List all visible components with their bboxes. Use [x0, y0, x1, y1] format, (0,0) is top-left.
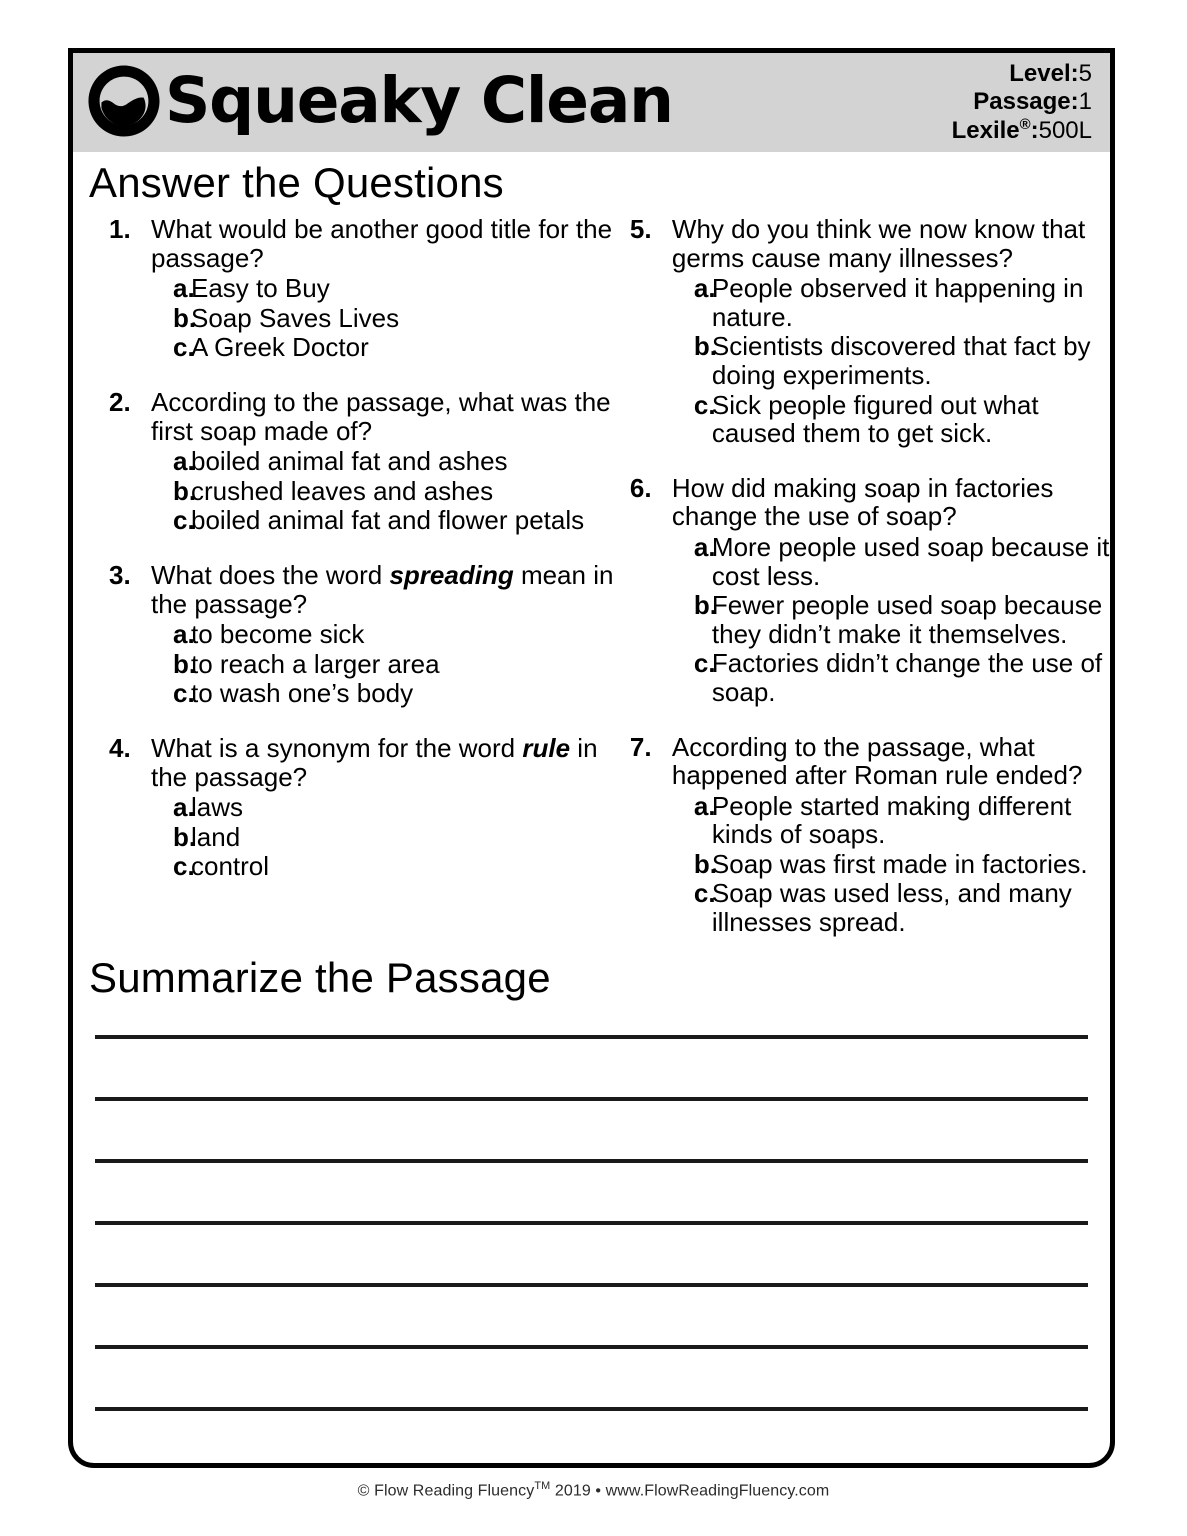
answer-choice[interactable] — [151, 679, 614, 708]
choice-text: Soap was first made in factories. — [711, 848, 1088, 879]
answer-choices — [151, 793, 614, 881]
choice-letter: b. — [173, 648, 197, 679]
question-text — [672, 215, 1110, 272]
question-number: 3. — [109, 559, 131, 590]
answer-choice[interactable] — [151, 477, 614, 506]
answer-choice[interactable] — [672, 332, 1110, 389]
choice-text: to become sick — [191, 619, 365, 650]
question-text-part: What does the word — [151, 559, 390, 590]
choice-letter: a. — [173, 273, 195, 304]
question-number: 4. — [109, 732, 131, 763]
summarize-passage-heading: Summarize the Passage — [89, 954, 551, 1001]
answer-choice[interactable] — [672, 792, 1110, 849]
question-text-part: According to the passage, what was the first soap made of? — [151, 386, 611, 446]
lexile-value: 500L — [1038, 116, 1092, 144]
choice-text: Factories didn’t change the use of soap. — [711, 648, 1103, 707]
answer-choice[interactable] — [672, 391, 1110, 448]
passage-label: Passage: — [973, 88, 1079, 116]
question-body — [151, 734, 614, 881]
answer-choices — [672, 274, 1110, 448]
answer-choices — [672, 792, 1110, 937]
question-text-part: What would be another good title for the passage? — [151, 214, 613, 273]
choice-text: Sick people figured out what caused them to get sick. — [711, 389, 1039, 449]
droplet-in-circle-icon — [87, 64, 161, 138]
answer-choice[interactable] — [151, 447, 614, 476]
choice-letter: b. — [173, 475, 197, 506]
choice-letter: b. — [693, 848, 718, 879]
answer-choices — [151, 447, 614, 535]
question-number: 1. — [109, 214, 131, 244]
question-text-part: in the passage? — [151, 732, 598, 792]
choice-letter: a. — [173, 619, 195, 650]
question-number: 2. — [109, 386, 131, 417]
question-text — [672, 474, 1110, 531]
answer-choice[interactable] — [151, 333, 614, 362]
choice-text: control — [191, 851, 270, 882]
choice-letter: c. — [693, 648, 716, 679]
worksheet-page — [68, 48, 1115, 1468]
answer-choice[interactable] — [151, 620, 614, 649]
choice-text: boiled animal fat and flower petals — [191, 505, 585, 536]
passage-value: 1 — [1078, 88, 1092, 116]
answer-choices — [151, 274, 614, 362]
questions-area — [73, 215, 1110, 963]
question-item — [109, 388, 614, 535]
choice-text: A Greek Doctor — [191, 332, 369, 363]
writing-line[interactable] — [95, 1407, 1088, 1411]
choice-text: Easy to Buy — [191, 273, 330, 304]
answer-choice[interactable] — [672, 591, 1110, 648]
question-text-part: mean in the passage? — [151, 559, 614, 619]
choice-letter: c. — [693, 389, 716, 420]
question-item — [109, 734, 614, 881]
answer-questions-heading: Answer the Questions — [89, 159, 504, 206]
question-text — [151, 215, 614, 272]
choice-letter: c. — [693, 878, 716, 909]
answer-choice[interactable] — [672, 274, 1110, 331]
answer-choice[interactable] — [151, 852, 614, 881]
choice-letter: c. — [173, 332, 195, 363]
choice-text: laws — [191, 792, 244, 823]
question-text-part: Why do you think we now know that germs cause many illnesses? — [671, 214, 1086, 273]
question-body — [672, 215, 1110, 448]
choice-text: crushed leaves and ashes — [191, 475, 494, 506]
lexile-label: Lexile — [951, 116, 1020, 144]
choice-letter: a. — [173, 446, 195, 477]
answer-choice[interactable] — [672, 649, 1110, 706]
choice-letter: c. — [173, 678, 195, 709]
choice-letter: b. — [693, 331, 718, 362]
choice-letter: b. — [173, 821, 197, 852]
answer-choice[interactable] — [151, 274, 614, 303]
answer-choice[interactable] — [151, 823, 614, 852]
lexile-line — [952, 117, 1092, 145]
question-body — [151, 561, 614, 708]
choice-text: More people used soap because it cost less. — [711, 531, 1110, 591]
choice-letter: b. — [693, 590, 718, 621]
question-body — [151, 388, 614, 535]
choice-letter: b. — [173, 302, 197, 333]
answer-choice[interactable] — [672, 879, 1110, 936]
answer-choice[interactable] — [151, 793, 614, 822]
level-label: Level: — [1009, 60, 1079, 88]
questions-column-left — [73, 215, 614, 963]
question-item — [630, 733, 1110, 937]
question-body — [672, 733, 1110, 937]
writing-line[interactable] — [95, 1283, 1088, 1287]
trademark-icon: TM — [534, 1480, 551, 1492]
choice-text: land — [191, 821, 241, 852]
worksheet-header — [73, 53, 1110, 152]
question-item — [109, 561, 614, 708]
answer-choices — [672, 533, 1110, 707]
writing-line[interactable] — [95, 1097, 1088, 1101]
writing-line[interactable] — [95, 1221, 1088, 1225]
level-value: 5 — [1078, 60, 1092, 88]
choice-text: Soap was used less, and many illnesses spread. — [711, 878, 1072, 938]
questions-column-right — [614, 215, 1110, 963]
worksheet-title: Squeaky Clean — [165, 64, 673, 137]
choice-letter: a. — [173, 792, 195, 823]
choice-text: to reach a larger area — [191, 648, 440, 679]
passage-line — [952, 88, 1092, 116]
choice-text: Soap Saves Lives — [191, 302, 400, 333]
question-item — [630, 215, 1110, 448]
lexile-colon: : — [1030, 116, 1039, 144]
question-item — [109, 215, 614, 362]
footer-site: 2019 • www.FlowReadingFluency.com — [550, 1482, 830, 1500]
question-text — [672, 733, 1110, 790]
choice-text: People observed it happening in nature. — [711, 273, 1084, 332]
choice-text: Fewer people used soap because they didn’t make it themselves. — [711, 590, 1103, 649]
choice-letter: c. — [173, 851, 195, 882]
question-text-part: What is a synonym for the word — [151, 732, 523, 763]
question-item — [630, 474, 1110, 707]
choice-text: Scientists discovered that fact by doing experiments. — [711, 331, 1091, 390]
summary-writing-lines[interactable] — [95, 1035, 1088, 1411]
brand-lockup — [87, 64, 673, 138]
level-line — [952, 60, 1092, 88]
answer-choice[interactable] — [672, 533, 1110, 590]
writing-line[interactable] — [95, 1345, 1088, 1349]
question-keyword: rule — [522, 732, 571, 763]
choice-text: People started making different kinds of soaps. — [711, 790, 1072, 850]
question-body — [151, 215, 614, 362]
answer-choice[interactable] — [151, 506, 614, 535]
answer-choice[interactable] — [151, 304, 614, 333]
question-text — [151, 561, 614, 618]
writing-line[interactable] — [95, 1035, 1088, 1039]
choice-letter: a. — [693, 790, 716, 821]
choice-letter: a. — [693, 273, 716, 304]
footer-copyright: © Flow Reading Fluency — [357, 1482, 535, 1500]
question-keyword: spreading — [389, 559, 514, 590]
question-number: 5. — [629, 214, 652, 244]
choice-text: boiled animal fat and ashes — [191, 446, 508, 477]
answer-choice[interactable] — [672, 850, 1110, 879]
question-number: 6. — [629, 472, 652, 503]
registered-trademark-icon: ® — [1019, 116, 1031, 133]
page-footer — [0, 1480, 1187, 1500]
answer-choices — [151, 620, 614, 708]
question-text — [151, 388, 614, 445]
writing-line[interactable] — [95, 1159, 1088, 1163]
question-number: 7. — [629, 731, 652, 762]
choice-letter: c. — [173, 505, 195, 536]
question-text-part: How did making soap in factories change the use of soap? — [671, 472, 1054, 532]
question-text — [151, 734, 614, 791]
answer-choice[interactable] — [151, 650, 614, 679]
choice-letter: a. — [693, 531, 716, 562]
passage-metadata — [952, 60, 1098, 145]
choice-text: to wash one’s body — [191, 678, 414, 709]
question-text-part: According to the passage, what happened after Roman rule ended? — [671, 731, 1083, 791]
question-body — [672, 474, 1110, 707]
